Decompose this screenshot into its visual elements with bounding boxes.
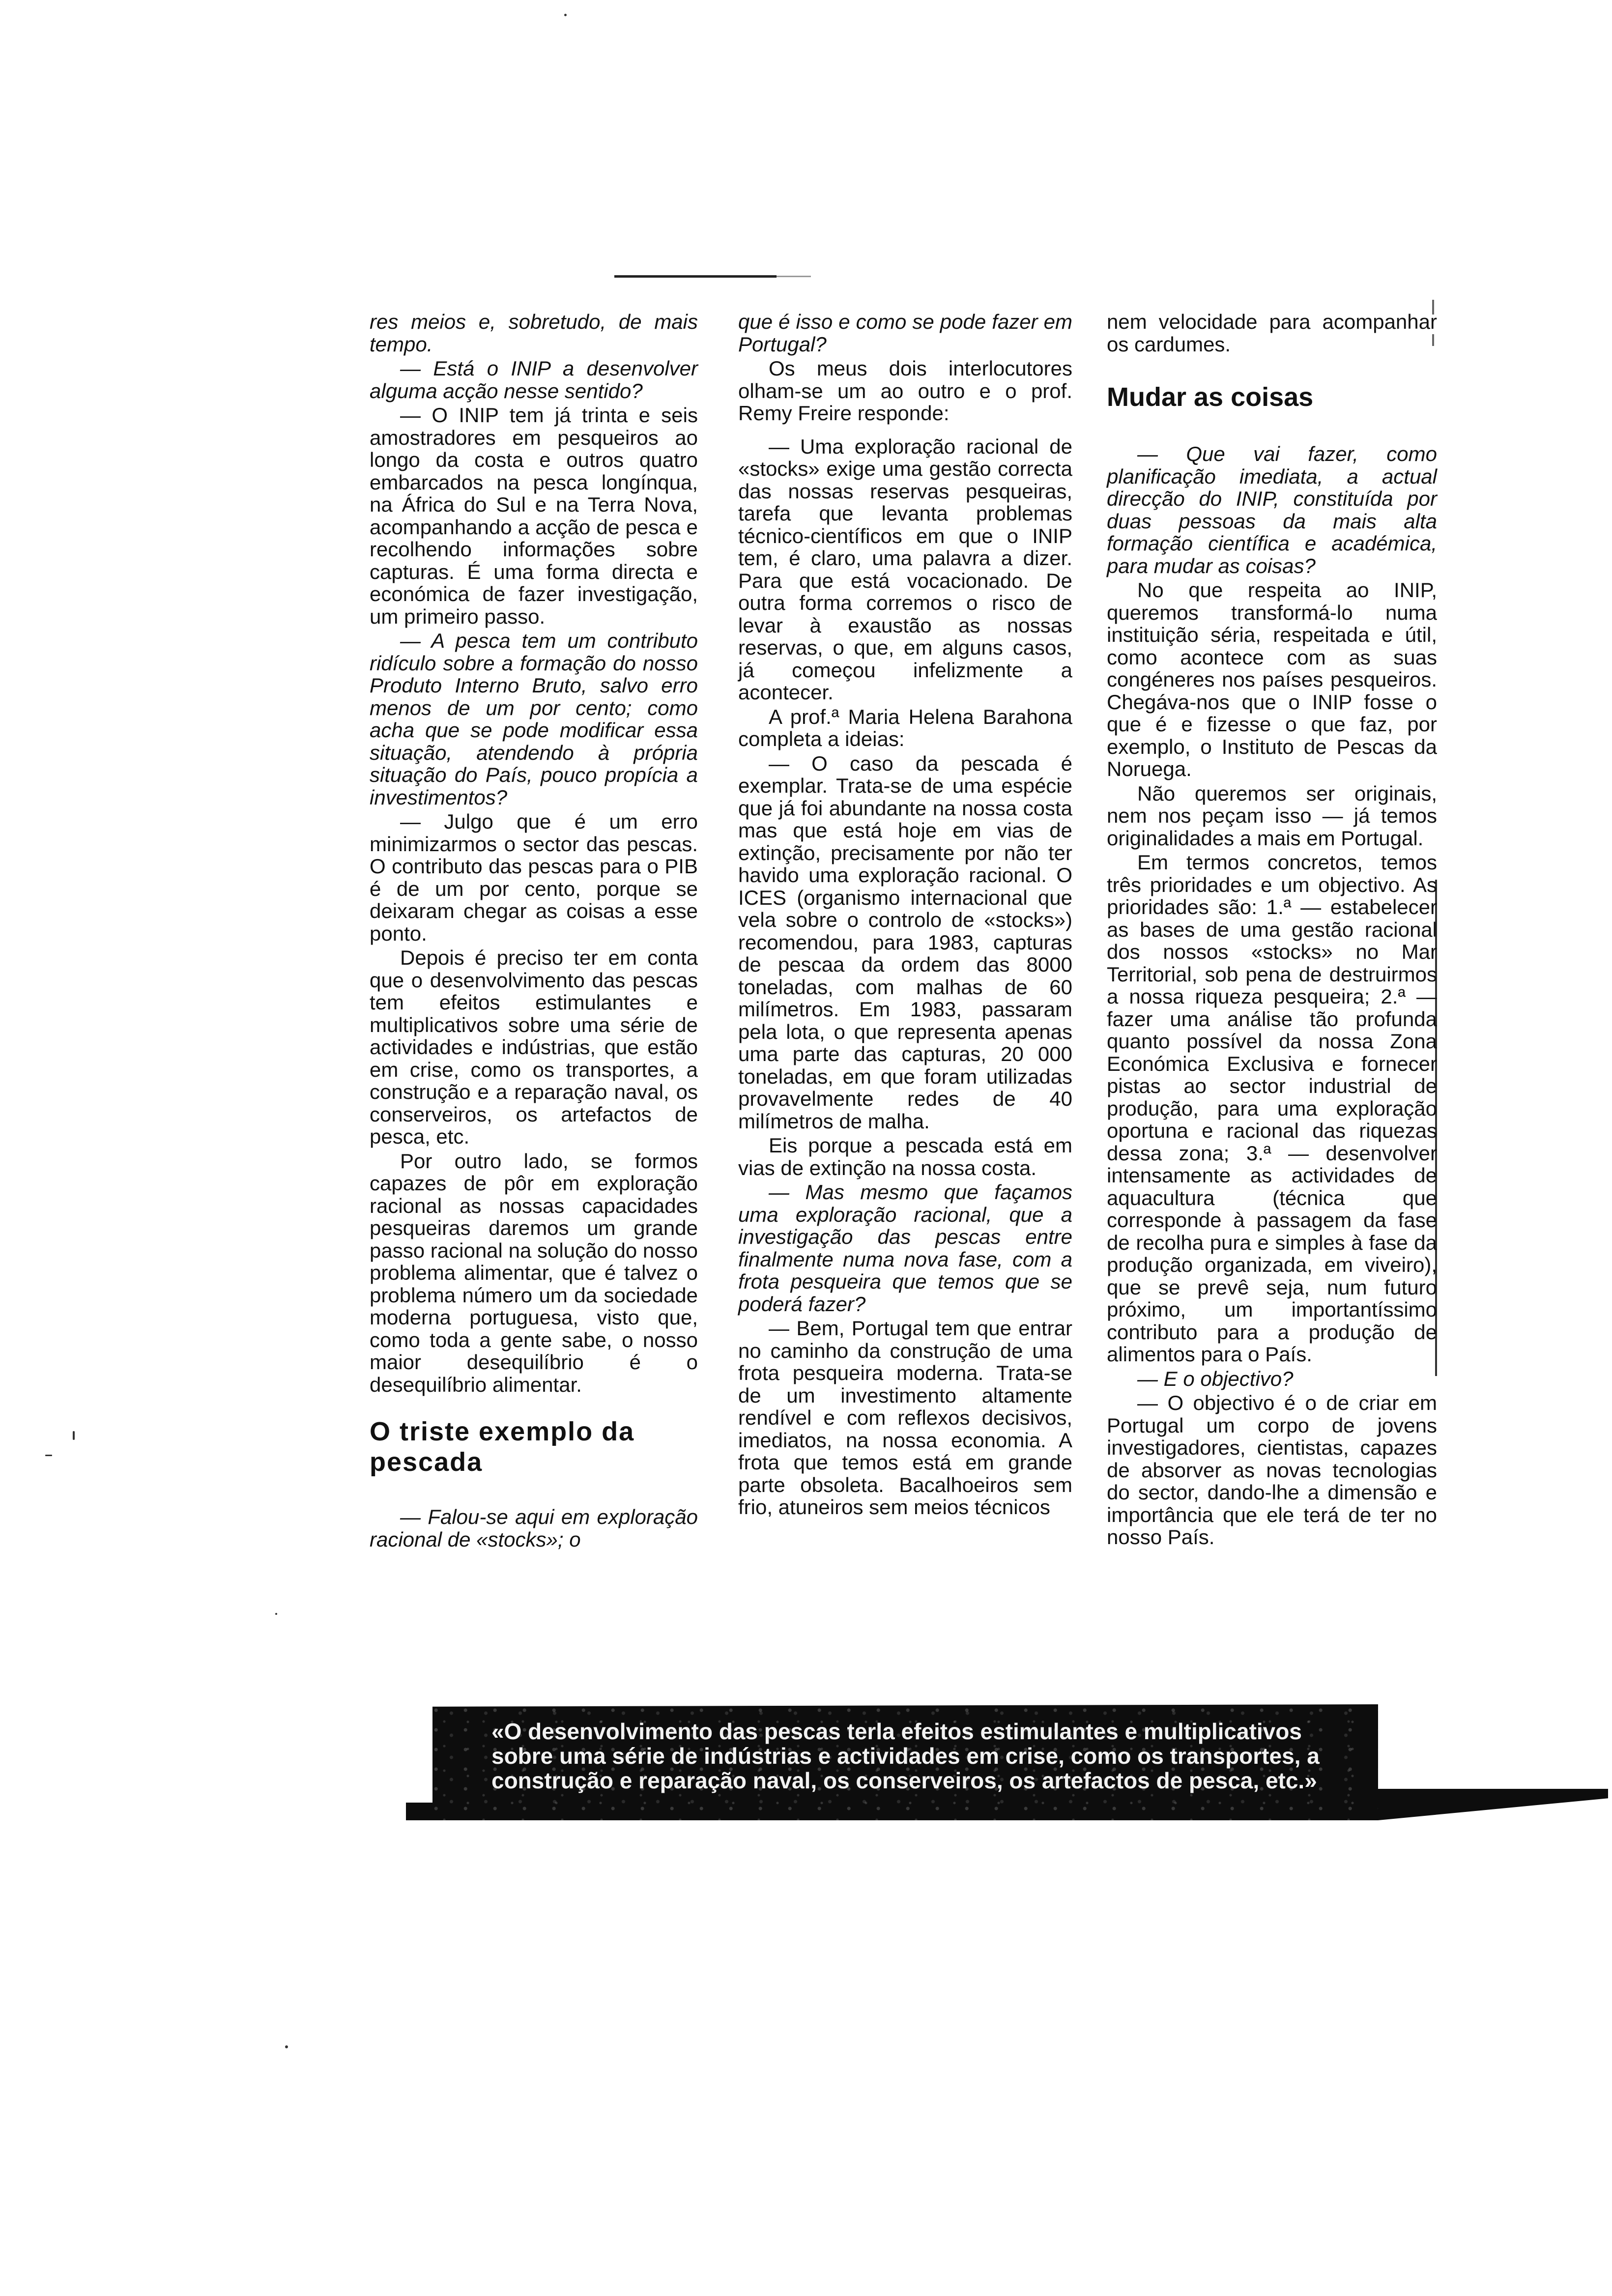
paragraph: Por outro lado, se formos capazes de pôr em exploração racional as nossas capacidades pesqueiras daremos um grande passo racional na solução do nosso problema alimentar, que é talvez o problema número um da sociedade moderna portuguesa, visto que, como toda a gente sabe, o nosso maior desequilíbrio é o desequilíbrio alimentar. [370,1149,698,1396]
scan-speck [564,14,567,16]
pull-quote-bar [1378,1789,1608,1820]
paragraph: Depois é preciso ter em conta que o desenvolvimento das pescas tem efeitos estimulantes e multiplicativos sobre uma série de actividades e indústrias, que estão em crise, como os transportes, a construção e a reparação naval, os conserveiros, os artefactos de pesca, etc. [370,946,698,1148]
scan-speck [73,1431,75,1440]
section-heading: Mudar as coisas [1107,382,1314,412]
paragraph: Não queremos ser originais, nem nos peçam isso — já temos originalidades a mais em Portugal. [1107,781,1437,850]
top-rule-fade [777,276,811,277]
question: — Que vai fazer, como planificação imediata, a actual direcção do INIP, constituída por duas pessoas da mais alta formação científica e académica, para mudar as coisas? [1107,442,1437,577]
paragraph: — O objectivo é o de criar em Portugal um corpo de jovens investigadores, cientistas, capazes de absorver as novas tecnologias do sector, dando-lhe a dimensão e importância que ele terá de ter no nosso País. [1107,1391,1437,1549]
pull-quote-text: «O desenvolvimento das pescas terla efeitos estimulantes e multiplicativos sobre uma série de indústrias e actividades em crise, como os transportes, a construção e reparação naval, os conserveiros, os artefactos de pesca, etc.» [491,1719,1320,1793]
paragraph: No que respeita ao INIP, queremos transformá-lo numa instituição séria, respeitada e útil, como acontece com as suas congéneres nos países pesqueiros. Chegáva-nos que o INIP fosse o que é e fizesse o que faz, por exemplo, o Instituto de Pescas da Noruega. [1107,578,1437,780]
question: — E o objectivo? [1137,1367,1294,1390]
section-heading: O triste exemplo da pescada [370,1417,635,1477]
paragraph: — Julgo que é um erro minimizarmos o sector das pescas. O contributo das pescas para o PIB é de um por cento, porque se deixaram chegar as coisas a esse ponto. [370,810,698,945]
paragraph: — O INIP tem já trinta e seis amostradores em pesqueiros ao longo da costa e outros quatro embarcados na pesca longínqua, na África do Sul e na Terra Nova, acompanhando a acção de pesca e recolhendo informações sobre capturas. É uma forma directa e económica de fazer investigação, um primeiro passo. [370,403,698,628]
article-column-1 [370,311,698,1552]
question: — Falou-se aqui em exploração racional de «stocks»; o [370,1505,698,1551]
scan-speck [285,2045,288,2048]
question: que é isso e como se pode fazer em Portugal? [738,310,1072,356]
paragraph: nem velocidade para acompanhar os cardumes. [1107,310,1437,356]
question: — Mas mesmo que façamos uma exploração racional, que a investigação das pescas entre finalmente numa nova fase, com a frota pesqueira que temos que se poderá fazer? [738,1180,1072,1316]
paragraph: — O caso da pescada é exemplar. Trata-se de uma espécie que já foi abundante na nossa costa mas que está hoje em vias de extinção, precisamente por não ter havido uma exploração racional. O ICES (organismo internacional que vela sobre o controlo de «stocks») recomendou, para 1983, capturas de pescaa da ordem das 8000 toneladas, com malhas de 60 milímetros. Em 1983, passaram pela lota, o que representa apenas uma parte das capturas, 20 000 toneladas, em que foram utilizadas provavelmente redes de 40 milímetros de malha. [738,751,1072,1133]
question: — Está o INIP a desenvolver alguma acção nesse sentido? [370,357,698,402]
pull-quote-tab [406,1803,433,1820]
paragraph: — Bem, Portugal tem que entrar no caminho da construção de uma frota pesqueira moderna. Trata-se de um investimento altamente rendível e com reflexos decisivos, imediatos, na nossa economia. A frota que temos está em grande parte obsoleta. Bacalhoeiros sem frio, atuneiros sem meios técnicos [738,1317,1072,1519]
question: — A pesca tem um contributo ridículo sobre a formação do nosso Produto Interno Bruto, salvo erro menos de um por cento; como acha que se pode modificar essa situação, atendendo à própria situação do País, pouco propícia a investimentos? [370,629,698,809]
top-rule [614,275,777,278]
paragraph: res meios e, sobretudo, de mais tempo. [370,310,698,356]
scan-speck [275,1613,277,1615]
article-column-3 [1107,311,1437,1550]
paragraph: Eis porque a pescada está em vias de extinção na nossa costa. [738,1134,1072,1179]
paragraph: Os meus dois interlocutores olham-se um ao outro e o prof. Remy Freire responde: [738,357,1072,425]
article-column-2 [738,311,1072,1521]
paragraph: — Uma exploração racional de «stocks» exige uma gestão correcta das nossas reservas pesqueiras, tarefa que levanta problemas técnico-científicos em que o INIP tem, é claro, uma palavra a dizer. Para que está vocacionado. De outra forma corremos o risco de levar à exaustão as nossas reservas, o que, em alguns casos, já começou infelizmente a acontecer. [738,434,1072,704]
paragraph: Em termos concretos, temos três prioridades e um objectivo. As prioridades são: 1.ª — estabelecer as bases de uma gestão racional dos nossos «stocks» no Mar Territorial, sob pena de destruirmos a nossa riqueza pesqueira; 2.ª — fazer uma análise tão profunda quanto possível da nossa Zona Económica Exclusiva e fornecer pistas ao sector industrial de produção, para uma exploração oportuna e racional das riquezas dessa zona; 3.ª — desenvolver intensamente as actividades de aquacultura (técnica que corresponde à passagem da fase de recolha pura e simples à fase da produção organizada, em viveiro), que se prevê seja, num futuro próximo, um importantíssimo contributo para a produção de alimentos para o País. [1107,851,1437,1366]
paragraph: A prof.ª Maria Helena Barahona completa a ideias: [738,705,1072,750]
scan-speck [45,1455,52,1456]
